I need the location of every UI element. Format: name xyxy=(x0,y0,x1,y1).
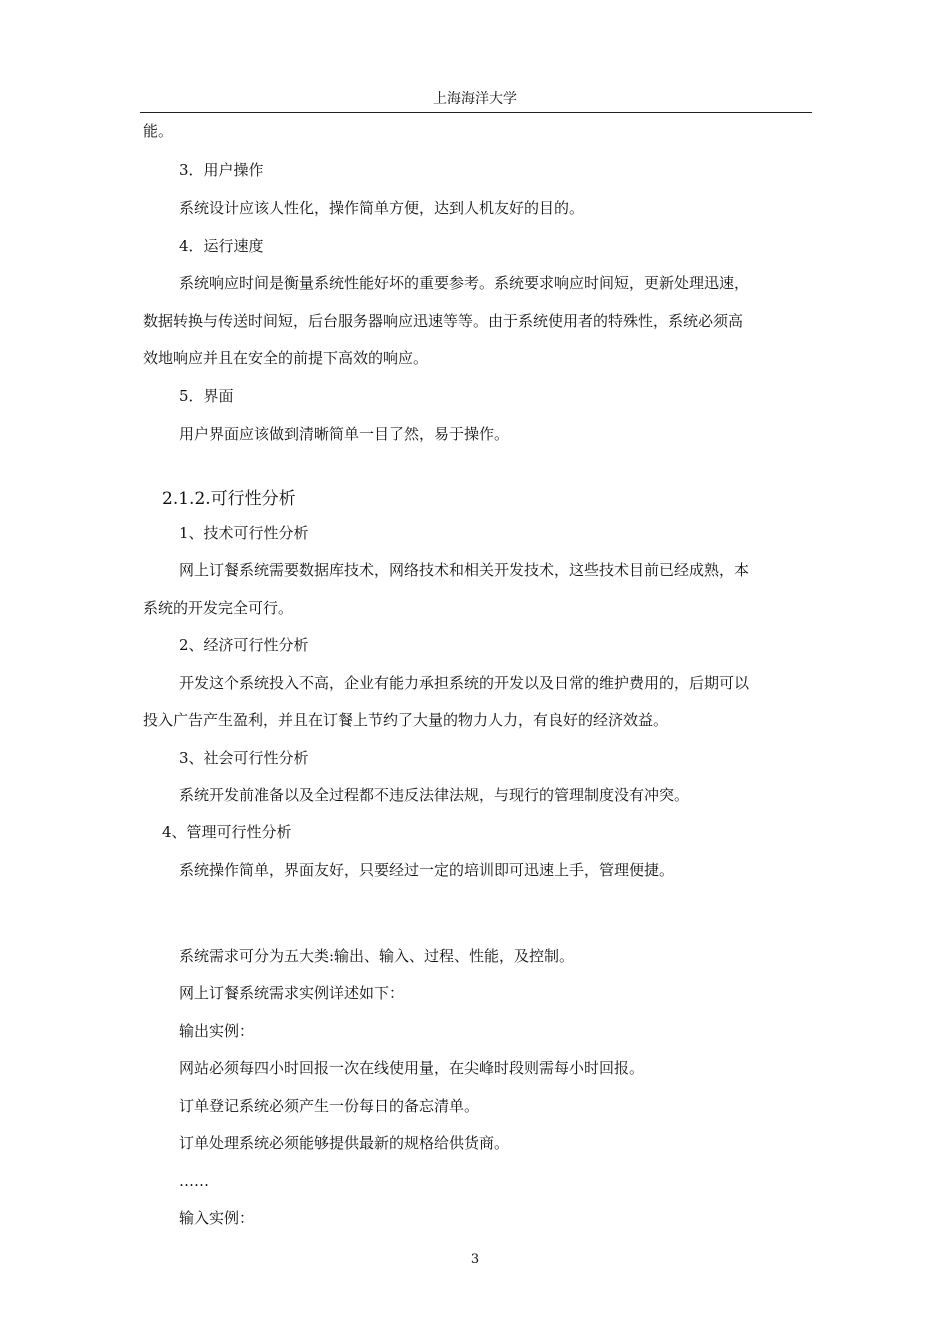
section-item-heading: 2、经济可行性分析 xyxy=(179,636,309,654)
section-item-heading: 4、管理可行性分析 xyxy=(162,823,292,841)
text-line: 网站必须每四小时回报一次在线使用量，在尖峰时段则需每小时回报。 xyxy=(179,1059,645,1077)
text-line: 系统响应时间是衡量系统性能好坏的重要参考。系统要求响应时间短，更新处理迅速， xyxy=(179,274,750,292)
text-line: 效地响应并且在安全的前提下高效的响应。 xyxy=(143,349,429,367)
text-line: 订单登记系统必须产生一份每日的备忘清单。 xyxy=(179,1097,480,1115)
section-item-heading: 3．用户操作 xyxy=(179,161,264,179)
section-heading: 2.1.2.可行性分析 xyxy=(162,489,296,509)
text-line: 系统的开发完全可行。 xyxy=(143,599,294,617)
text-line: 网上订餐系统需要数据库技术，网络技术和相关开发技术，这些技术目前已经成熟，本 xyxy=(179,561,750,579)
text-line: 系统需求可分为五大类:输出、输入、过程、性能，及控制。 xyxy=(179,947,575,965)
page-header: 上海海洋大学 xyxy=(433,91,517,107)
text-line: 能。 xyxy=(143,122,174,140)
page-number: 3 xyxy=(470,1252,480,1267)
text-line: 系统操作简单，界面友好，只要经过一定的培训即可迅速上手，管理便捷。 xyxy=(179,861,675,879)
text-line: 系统设计应该人性化，操作简单方便，达到人机友好的目的。 xyxy=(179,199,585,217)
text-line: 数据转换与传送时间短，后台服务器响应迅速等等。由于系统使用者的特殊性，系统必须高 xyxy=(143,312,744,330)
header-divider xyxy=(140,112,812,113)
text-line: 订单处理系统必须能够提供最新的规格给供货商。 xyxy=(179,1134,510,1152)
text-line: 输出实例： xyxy=(179,1022,255,1040)
text-line: 网上订餐系统需求实例详述如下： xyxy=(179,984,405,1002)
text-line: 开发这个系统投入不高，企业有能力承担系统的开发以及日常的维护费用的，后期可以 xyxy=(179,674,750,692)
text-line: 用户界面应该做到清晰简单一目了然，易于操作。 xyxy=(179,425,510,443)
ellipsis-line: …… xyxy=(179,1172,209,1190)
section-item-heading: 3、社会可行性分析 xyxy=(179,749,309,767)
text-line: 投入广告产生盈利，并且在订餐上节约了大量的物力人力，有良好的经济效益。 xyxy=(143,711,669,729)
section-item-heading: 4．运行速度 xyxy=(179,237,264,255)
text-line: 系统开发前准备以及全过程都不违反法律法规，与现行的管理制度没有冲突。 xyxy=(179,786,690,804)
text-line: 输入实例： xyxy=(179,1209,255,1227)
section-item-heading: 1、技术可行性分析 xyxy=(179,524,309,542)
section-item-heading: 5．界面 xyxy=(179,387,234,405)
